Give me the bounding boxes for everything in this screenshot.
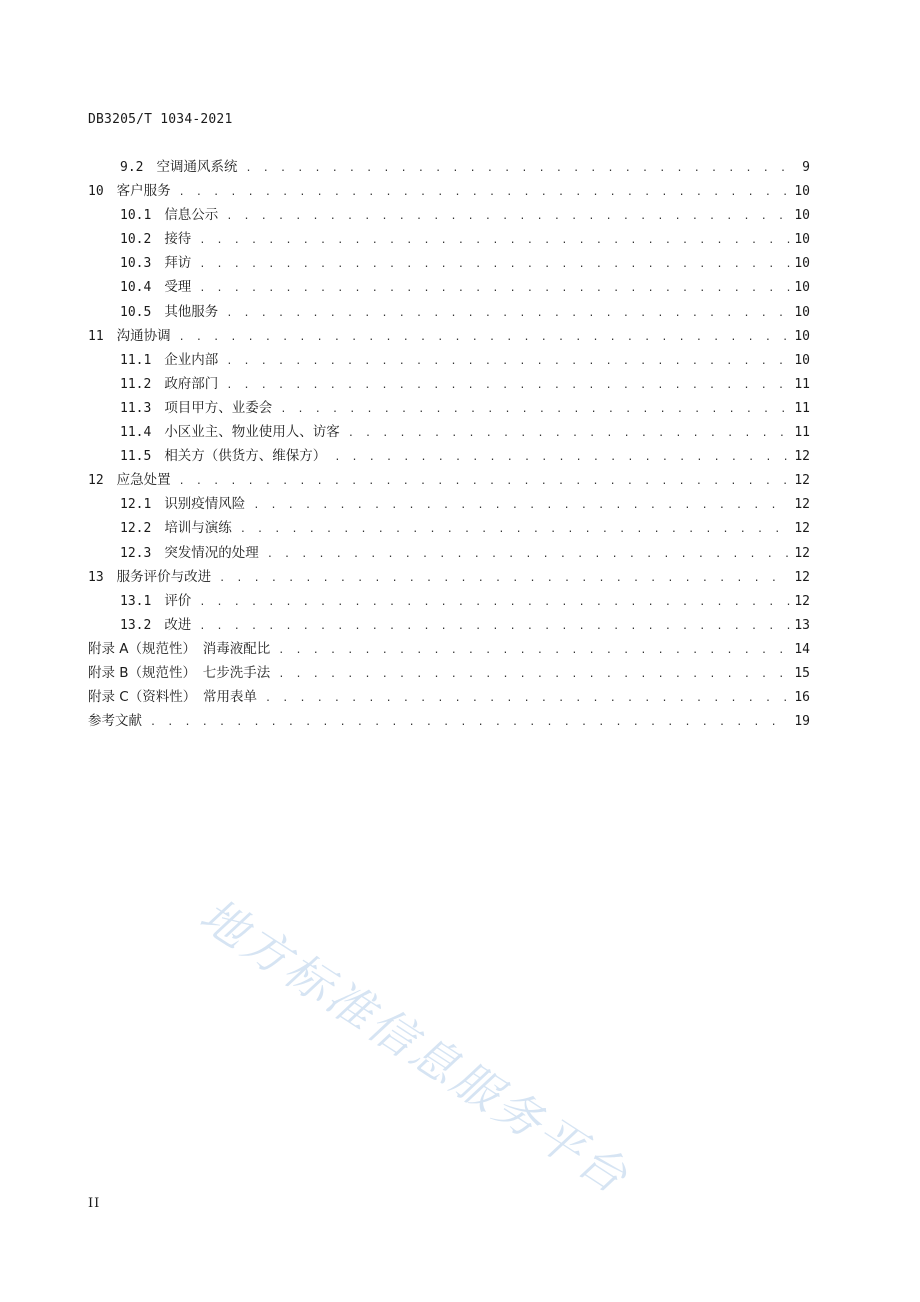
toc-leader-dots [199, 253, 790, 277]
toc-entry-title: 小区业主、物业使用人、访客 [164, 424, 340, 441]
toc-leader-dots [348, 422, 791, 446]
document-code: DB3205/T 1034-2021 [88, 112, 233, 127]
toc-entry-title: 突发情况的处理 [164, 544, 259, 561]
toc-entry-page: 9 [802, 160, 810, 175]
toc-leader-dots [199, 591, 790, 615]
toc-entry-title: 受理 [164, 279, 192, 296]
toc-entry[interactable] [88, 227, 810, 251]
toc-leader-dots [179, 470, 791, 494]
toc-entry[interactable] [88, 251, 810, 275]
toc-entry-number: 11.5 [120, 449, 152, 465]
toc-entry-title: 识别疫情风险 [164, 496, 246, 513]
toc-entry-page: 13 [794, 617, 810, 633]
toc-entry[interactable] [88, 203, 810, 227]
toc-entry-number: 11 [88, 328, 104, 344]
toc-entry[interactable] [88, 300, 810, 324]
toc-entry-number: 12 [88, 473, 104, 489]
toc-entry-page: 10 [794, 208, 810, 224]
toc-entry-title: 参考文献 [88, 713, 142, 730]
toc-entry[interactable] [88, 516, 810, 540]
toc-leader-dots [199, 615, 790, 639]
toc-entry-number: 10.3 [120, 256, 152, 272]
toc-entry-page: 12 [794, 449, 810, 465]
page-number: II [88, 1196, 101, 1211]
toc-entry[interactable] [88, 541, 810, 565]
toc-leader-dots [226, 302, 790, 326]
toc-entry-number: 12.2 [120, 521, 152, 537]
toc-leader-dots [245, 157, 798, 181]
toc-entry-title: 信息公示 [164, 207, 219, 224]
toc-leader-dots [179, 181, 791, 205]
toc-entry[interactable] [88, 468, 810, 492]
toc-entry-title: 服务评价与改进 [116, 568, 212, 585]
toc-entry-number: 13 [88, 569, 104, 585]
toc-entry[interactable] [88, 372, 810, 396]
toc-entry-number: 11.4 [120, 425, 152, 441]
toc-entry-number: 10.4 [120, 280, 152, 296]
toc-entry-number: 9.2 [120, 160, 144, 175]
toc-entry[interactable] [88, 565, 810, 589]
toc-leader-dots [334, 446, 790, 470]
toc-entry-title: 空调通风系统 [156, 159, 238, 175]
toc-leader-dots [226, 374, 790, 398]
toc-entry-title: 客户服务 [116, 183, 171, 200]
toc-entry-title: 其他服务 [164, 303, 219, 320]
toc-entry-page: 12 [794, 473, 810, 489]
toc-entry-title: 改进 [164, 616, 192, 633]
toc-entry[interactable] [88, 348, 810, 372]
toc-leader-dots [226, 350, 790, 374]
toc-entry-page: 11 [794, 425, 810, 441]
toc-entry-title: 附录 A（规范性） 消毒液配比 [88, 640, 271, 657]
toc-entry[interactable] [88, 685, 810, 709]
toc-entry-number: 12.1 [120, 497, 152, 513]
toc-entry-page: 10 [794, 232, 810, 248]
toc-entry-title: 项目甲方、业委会 [164, 399, 273, 416]
toc-entry-title: 沟通协调 [116, 327, 171, 344]
toc-entry-title: 评价 [164, 592, 192, 609]
toc-entry-title: 附录 B（规范性） 七步洗手法 [88, 664, 271, 681]
toc-entry-page: 12 [794, 545, 810, 561]
toc-entry-page: 16 [794, 690, 810, 706]
toc-entry-title: 相关方（供货方、维保方） [164, 448, 327, 465]
table-of-contents [88, 155, 810, 733]
toc-entry-number: 12.3 [120, 545, 152, 561]
toc-entry-number: 13.2 [120, 617, 152, 633]
toc-entry-page: 12 [794, 593, 810, 609]
toc-leader-dots [278, 639, 790, 663]
toc-entry-number: 10.2 [120, 232, 152, 248]
toc-entry-page: 12 [794, 521, 810, 537]
toc-entry-title: 应急处置 [116, 472, 171, 489]
toc-leader-dots [199, 229, 790, 253]
toc-leader-dots [265, 687, 790, 711]
toc-entry-page: 15 [794, 665, 810, 681]
toc-leader-dots [219, 567, 790, 591]
toc-entry-title: 接待 [164, 231, 192, 248]
toc-entry-number: 13.1 [120, 593, 152, 609]
toc-leader-dots [267, 543, 791, 567]
toc-entry[interactable] [88, 324, 810, 348]
toc-entry[interactable] [88, 444, 810, 468]
toc-entry[interactable] [88, 661, 810, 685]
watermark: 地方标准信息服务平台 [190, 887, 640, 1206]
toc-entry-page: 10 [794, 328, 810, 344]
toc-entry-page: 10 [794, 184, 810, 200]
toc-entry-title: 培训与演练 [164, 520, 232, 537]
toc-leader-dots [150, 711, 790, 735]
toc-leader-dots [253, 494, 790, 518]
toc-leader-dots [278, 663, 790, 687]
toc-entry-title: 政府部门 [164, 375, 219, 392]
toc-entry[interactable] [88, 613, 810, 637]
toc-entry[interactable] [88, 420, 810, 444]
toc-entry-number: 11.2 [120, 376, 152, 392]
toc-entry[interactable] [88, 637, 810, 661]
toc-leader-dots [226, 205, 790, 229]
toc-entry-page: 19 [794, 714, 810, 730]
toc-entry-page: 11 [794, 376, 810, 392]
toc-entry-page: 12 [794, 569, 810, 585]
toc-leader-dots [240, 518, 791, 542]
toc-leader-dots [280, 398, 790, 422]
toc-entry-page: 14 [794, 641, 810, 657]
toc-entry-page: 10 [794, 352, 810, 368]
toc-entry-number: 11.3 [120, 400, 152, 416]
toc-entry-number: 11.1 [120, 352, 152, 368]
toc-entry-number: 10.1 [120, 208, 152, 224]
toc-entry-page: 11 [794, 400, 810, 416]
toc-leader-dots [199, 277, 790, 301]
toc-entry-title: 企业内部 [164, 351, 219, 368]
toc-entry[interactable] [88, 275, 810, 299]
toc-entry[interactable] [88, 492, 810, 516]
toc-entry[interactable] [88, 155, 810, 179]
toc-entry-title: 拜访 [164, 255, 192, 272]
toc-leader-dots [179, 326, 791, 350]
toc-entry-page: 12 [794, 497, 810, 513]
toc-entry[interactable] [88, 179, 810, 203]
toc-entry-page: 10 [794, 304, 810, 320]
toc-entry-title: 附录 C（资料性） 常用表单 [88, 689, 257, 706]
toc-entry-page: 10 [794, 280, 810, 296]
toc-entry-number: 10.5 [120, 304, 152, 320]
toc-entry[interactable] [88, 709, 810, 733]
toc-entry-page: 10 [794, 256, 810, 272]
toc-entry[interactable] [88, 396, 810, 420]
toc-entry[interactable] [88, 589, 810, 613]
toc-entry-number: 10 [88, 184, 104, 200]
